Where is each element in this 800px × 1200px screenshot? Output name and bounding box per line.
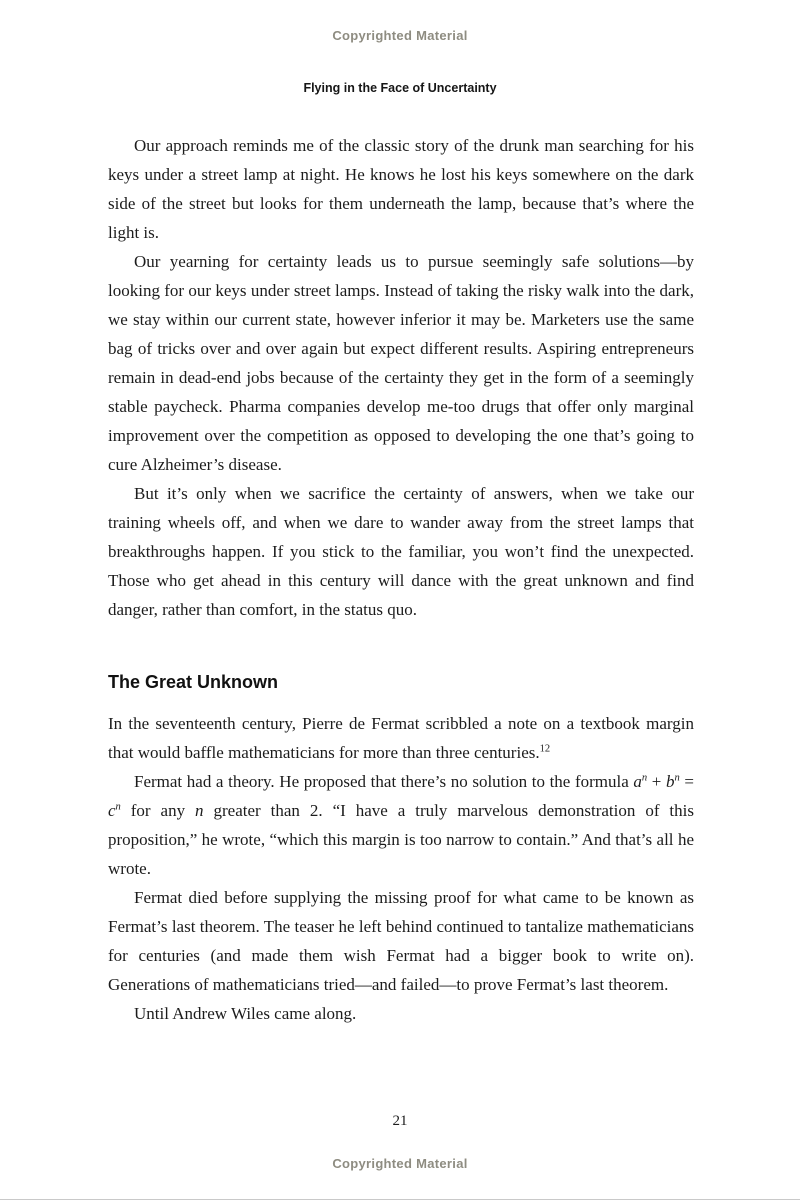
paragraph: In the seventeenth century, Pierre de Fermat scribbled a note on a textbook margin that would baffle mathematicians for more than three centuries.$^{12}$ [108, 714, 694, 762]
superscript-text: 12 [539, 743, 551, 755]
copyright-notice-bottom: Copyrighted Material [332, 1156, 468, 1171]
italic-text: a [633, 772, 642, 791]
paragraph: Our yearning for certainty leads us to pursue seemingly safe solutions—by looking for our keys under street lamps. Instead of taking the risky walk into the dark, we stay within our current state, however inferior it may be. Marketers use the same bag of tricks over and over again but expect different results. Aspiring entrepreneurs remain in dead-end jobs because of the certainty they get in the form of a seemingly stable paycheck. Pharma companies develop me-too drugs that offer only marginal improvement over the competition as opposed to developing the one that’s going to cure Alzheimer’s disease. [108, 252, 694, 474]
paragraph: Our approach reminds me of the classic story of the drunk man searching for his keys under a street lamp at night. He knows he lost his keys somewhere on the dark side of the street but looks for them underneath the lamp, because that’s where the light is. [108, 136, 694, 242]
running-header: Flying in the Face of Uncertainty [303, 81, 497, 95]
superscript-text: n [641, 772, 648, 784]
italic-text: n [195, 801, 204, 820]
paragraph: Fermat died before supplying the missing proof for what came to be known as Fermat’s last theorem. The teaser he left behind continued to tantalize mathematicians for centuries (and made them wish Fermat had a bigger book to write on). Generations of mathematicians tried—and failed—to prove Fermat’s last theorem. [108, 888, 694, 994]
superscript-text: n [674, 772, 680, 784]
page-body [108, 131, 694, 1028]
paragraph: But it’s only when we sacrifice the certainty of answers, when we take our training wheels off, and when we dare to wander away from the street lamps that breakthroughs happen. If you stick to the familiar, you won’t find the unexpected. Those who get ahead in this century will dance with the great unknown and find danger, rather than comfort, in the status quo. [108, 484, 694, 619]
italic-text: c [108, 801, 116, 820]
section-heading: The Great Unknown [108, 672, 279, 692]
copyright-notice-top: Copyrighted Material [332, 28, 468, 43]
page-number: 21 [392, 1113, 408, 1129]
paragraph: Fermat had a theory. He proposed that there’s no solution to the formula $a^n + b^n = c^n$ for any n greater than 2. “I have a truly marvelous demonstration of this proposition,” he wrote, “which this margin is too narrow to contain.” And that’s all he wrote. [108, 772, 694, 878]
superscript-text: n [115, 801, 121, 813]
paragraph: Until Andrew Wiles came along. [134, 1004, 357, 1023]
italic-text: b [666, 772, 675, 791]
